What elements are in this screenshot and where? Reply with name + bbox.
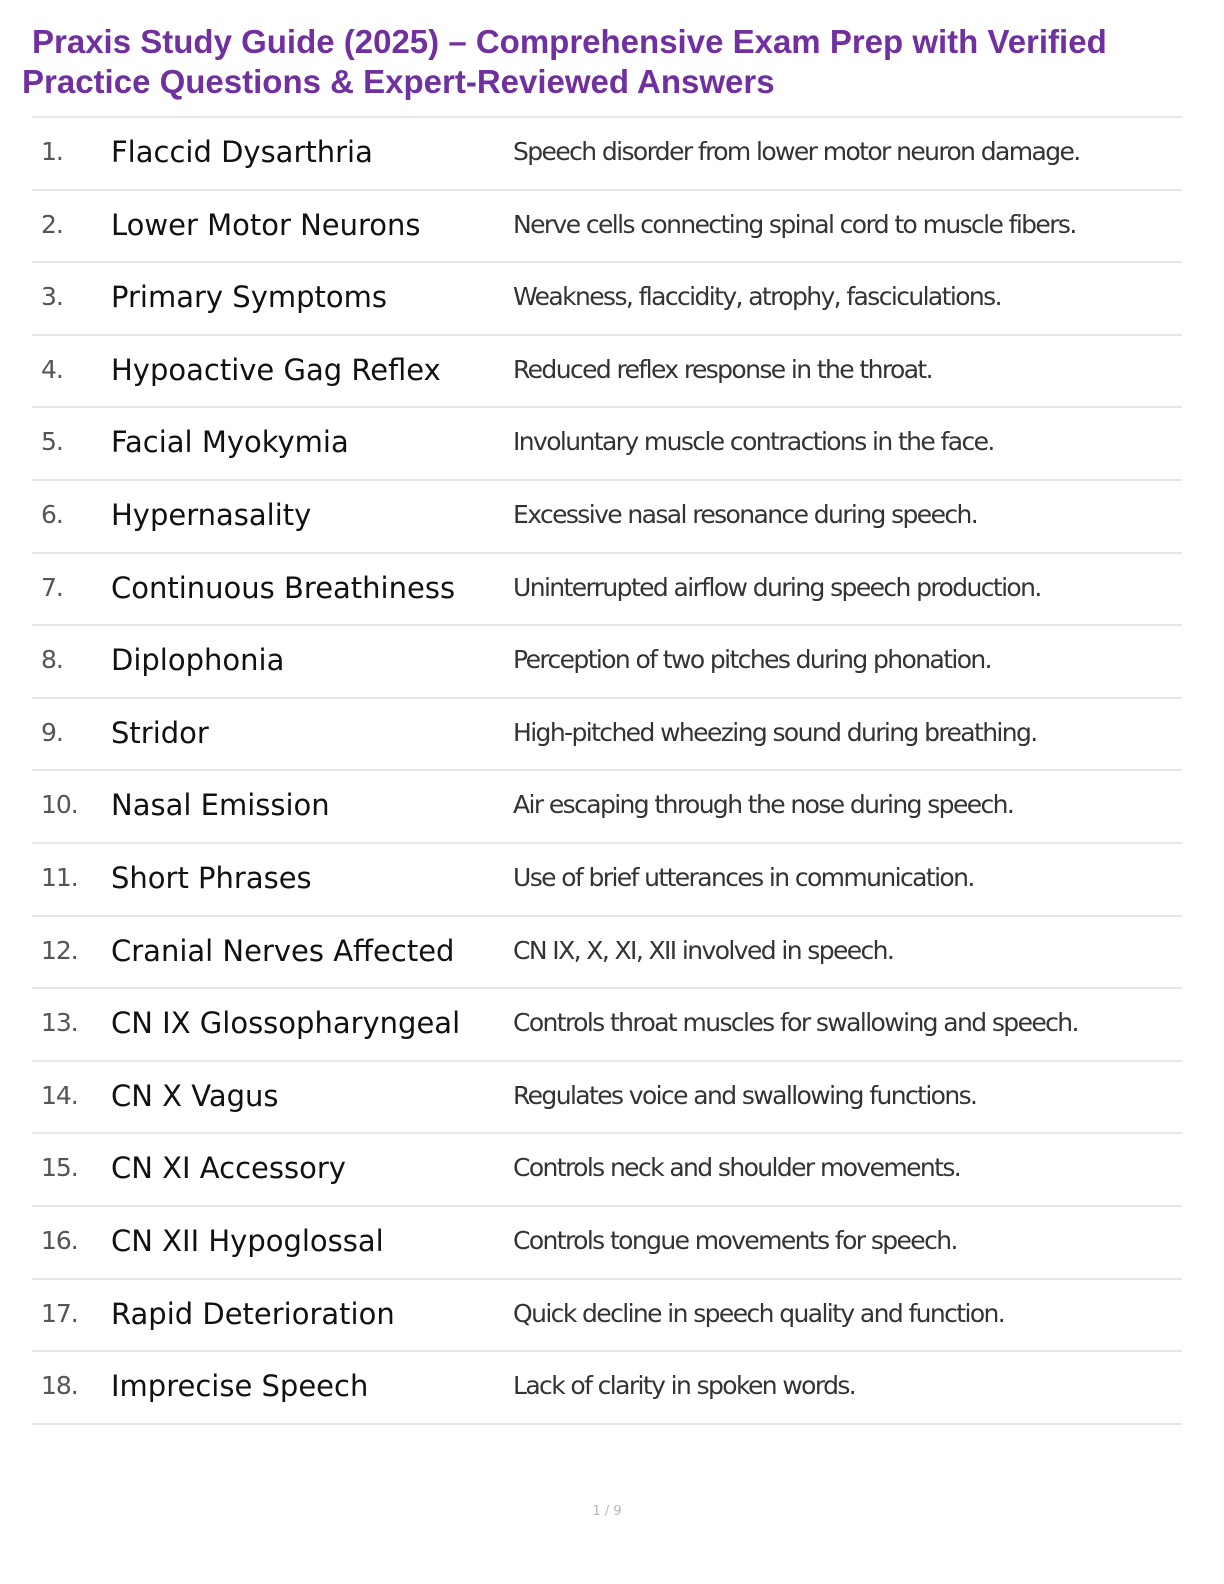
item-term: Rapid Deterioration: [111, 1296, 395, 1331]
term-row: [32, 917, 1182, 990]
term-row: [32, 1134, 1182, 1207]
item-definition: Nerve cells connecting spinal cord to muscle fibers.: [513, 209, 1076, 239]
item-definition: Controls tongue movements for speech.: [513, 1225, 957, 1255]
item-definition: Use of brief utterances in communication.: [513, 862, 974, 892]
item-number: 6.: [41, 499, 63, 529]
page-indicator: 1 / 9: [592, 1504, 622, 1519]
item-definition: Regulates voice and swallowing functions.: [513, 1080, 977, 1110]
term-row: [32, 1352, 1182, 1425]
term-row: [32, 481, 1182, 554]
item-definition: Weakness, flaccidity, atrophy, fasciculations.: [513, 282, 1001, 312]
term-list: [32, 116, 1182, 1425]
item-number: 12.: [41, 935, 78, 965]
term-row: [32, 771, 1182, 844]
item-number: 7.: [41, 572, 63, 602]
term-row: [32, 626, 1182, 699]
term-row: [32, 554, 1182, 627]
item-definition: Lack of clarity in spoken words.: [513, 1371, 856, 1401]
item-definition: Controls throat muscles for swallowing and speech.: [513, 1008, 1078, 1038]
item-number: 8.: [41, 645, 63, 675]
term-row: [32, 191, 1182, 264]
item-term: Lower Motor Neurons: [111, 207, 421, 242]
item-number: 5.: [41, 427, 63, 457]
item-definition: High-pitched wheezing sound during breathing.: [513, 717, 1037, 747]
item-term: Diplophonia: [111, 643, 285, 678]
term-row: [32, 408, 1182, 481]
document-title-line-1: Praxis Study Guide (2025) – Comprehensive Exam Prep with Verified: [32, 23, 1107, 60]
item-definition: Excessive nasal resonance during speech.: [513, 499, 978, 529]
item-definition: CN IX, X, XI, XII involved in speech.: [513, 935, 894, 965]
item-number: 11.: [41, 862, 78, 892]
term-row: [32, 844, 1182, 917]
item-term: Hypoactive Gag Reflex: [111, 352, 441, 387]
item-term: Stridor: [111, 715, 209, 750]
item-term: Nasal Emission: [111, 788, 330, 823]
document-title: [22, 22, 1202, 102]
item-definition: Speech disorder from lower motor neuron damage.: [513, 137, 1080, 166]
item-definition: Quick decline in speech quality and function.: [513, 1298, 1005, 1328]
item-number: 3.: [41, 282, 63, 312]
item-term: Hypernasality: [111, 497, 312, 532]
item-definition: Uninterrupted airflow during speech production.: [513, 572, 1041, 602]
item-term: CN IX Glossopharyngeal: [111, 1006, 461, 1041]
item-number: 17.: [41, 1298, 78, 1328]
item-term: CN XI Accessory: [111, 1151, 346, 1186]
item-number: 9.: [41, 717, 63, 747]
item-number: 4.: [41, 354, 63, 384]
item-term: CN XII Hypoglossal: [111, 1223, 384, 1258]
item-number: 1.: [41, 137, 63, 166]
item-definition: Perception of two pitches during phonation.: [513, 645, 992, 675]
item-number: 14.: [41, 1080, 78, 1110]
item-definition: Reduced reflex response in the throat.: [513, 354, 932, 384]
item-term: Primary Symptoms: [111, 280, 387, 315]
item-number: 18.: [41, 1371, 78, 1401]
item-term: Facial Myokymia: [111, 425, 349, 460]
item-term: CN X Vagus: [111, 1078, 279, 1113]
item-term: Flaccid Dysarthria: [111, 135, 373, 169]
term-row: [32, 699, 1182, 772]
item-term: Cranial Nerves Affected: [111, 933, 455, 968]
item-definition: Controls neck and shoulder movements.: [513, 1153, 961, 1183]
term-row: [32, 118, 1182, 191]
item-definition: Air escaping through the nose during speech.: [513, 790, 1014, 820]
term-row: [32, 263, 1182, 336]
item-number: 13.: [41, 1008, 78, 1038]
item-term: Imprecise Speech: [111, 1369, 369, 1404]
item-term: Short Phrases: [111, 860, 312, 895]
item-number: 15.: [41, 1153, 78, 1183]
item-definition: Involuntary muscle contractions in the face.: [513, 427, 994, 457]
term-row: [32, 1207, 1182, 1280]
term-row: [32, 1280, 1182, 1353]
item-number: 16.: [41, 1225, 78, 1255]
item-number: 2.: [41, 209, 63, 239]
item-number: 10.: [41, 790, 78, 820]
term-row: [32, 336, 1182, 409]
item-term: Continuous Breathiness: [111, 570, 456, 605]
term-row: [32, 989, 1182, 1062]
term-row: [32, 1062, 1182, 1135]
document-title-line-2: Practice Questions & Expert-Reviewed Answers: [22, 63, 775, 100]
